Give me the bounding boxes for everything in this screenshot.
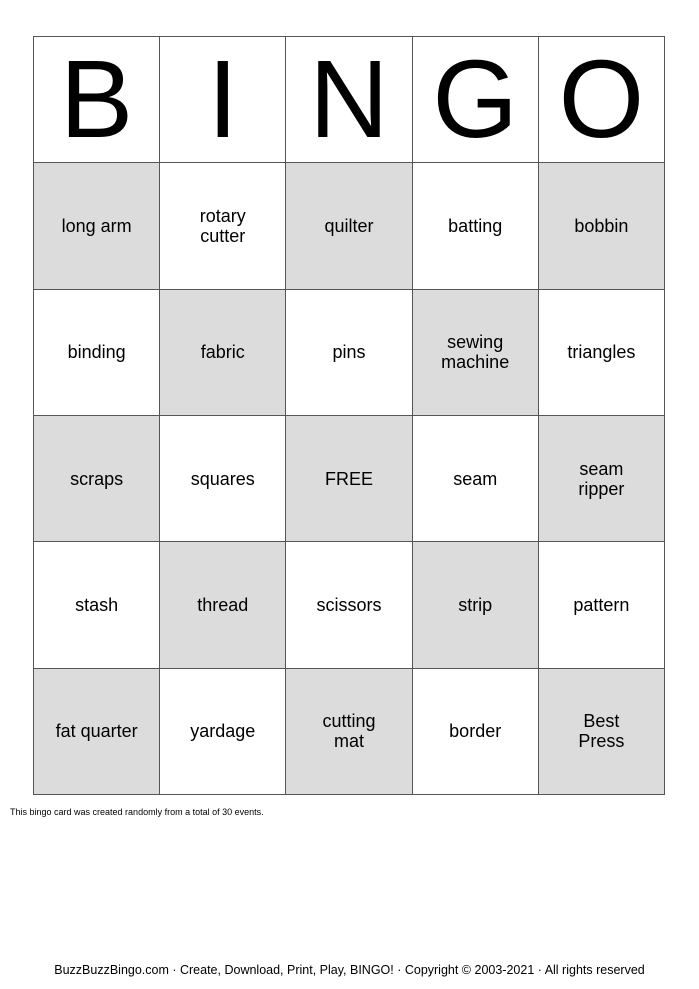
bingo-cell [34,542,160,668]
bingo-cell [286,163,412,289]
bingo-cell [160,290,286,416]
bingo-cell [160,669,286,795]
cell-label: long arm [61,215,132,236]
bingo-cell [413,669,539,795]
cell-label: fabric [200,342,245,363]
bingo-cell [413,163,539,289]
cell-label: Best Press [578,711,625,752]
cell-label: sewing machine [441,332,510,373]
header-letter-n: N [286,37,412,163]
bingo-cell [539,669,665,795]
cell-label: pattern [573,594,630,615]
bingo-cell [286,542,412,668]
cell-label: triangles [567,342,636,363]
bingo-cell [413,290,539,416]
header-letter-b: B [34,37,160,163]
bingo-cell [34,163,160,289]
bingo-cell [539,290,665,416]
cell-label: border [449,721,502,742]
cell-label: scraps [70,468,124,489]
cell-label: batting [448,215,503,236]
cell-label: FREE [324,468,373,489]
bingo-cell [34,416,160,542]
cell-label: seam [453,468,498,489]
bingo-cell [160,542,286,668]
cell-label: rotary cutter [199,205,246,246]
cell-label: squares [190,468,255,489]
cell-label: binding [67,342,126,363]
bingo-cell [413,542,539,668]
header-letter-g: G [413,37,539,163]
cell-label: stash [75,594,119,615]
cell-label: seam ripper [578,458,625,499]
bingo-cell [286,290,412,416]
bingo-cell [34,290,160,416]
cell-label: yardage [190,721,256,742]
bingo-cell [539,416,665,542]
cell-label: fat quarter [55,721,138,742]
free-space-cell [286,416,412,542]
bingo-card [33,36,665,795]
cell-label: quilter [324,215,374,236]
footer-copyright: BuzzBuzzBingo.com · Create, Download, Print, Play, BINGO! · Copyright © 2003-2021 · All rights reserved [54,963,645,977]
cell-label: pins [332,342,366,363]
bingo-cell [413,416,539,542]
bingo-cell [160,163,286,289]
header-letter-o: O [539,37,665,163]
generation-note: This bingo card was created randomly from a total of 30 events. [10,807,264,817]
cell-label: scissors [316,594,382,615]
cell-label: thread [197,594,249,615]
bingo-cell [539,542,665,668]
cell-label: bobbin [574,215,629,236]
cell-label: strip [458,594,493,615]
bingo-cell [160,416,286,542]
cell-label: cutting mat [322,711,376,752]
bingo-cell [34,669,160,795]
header-letter-i: I [160,37,286,163]
bingo-cell [286,669,412,795]
bingo-cell [539,163,665,289]
